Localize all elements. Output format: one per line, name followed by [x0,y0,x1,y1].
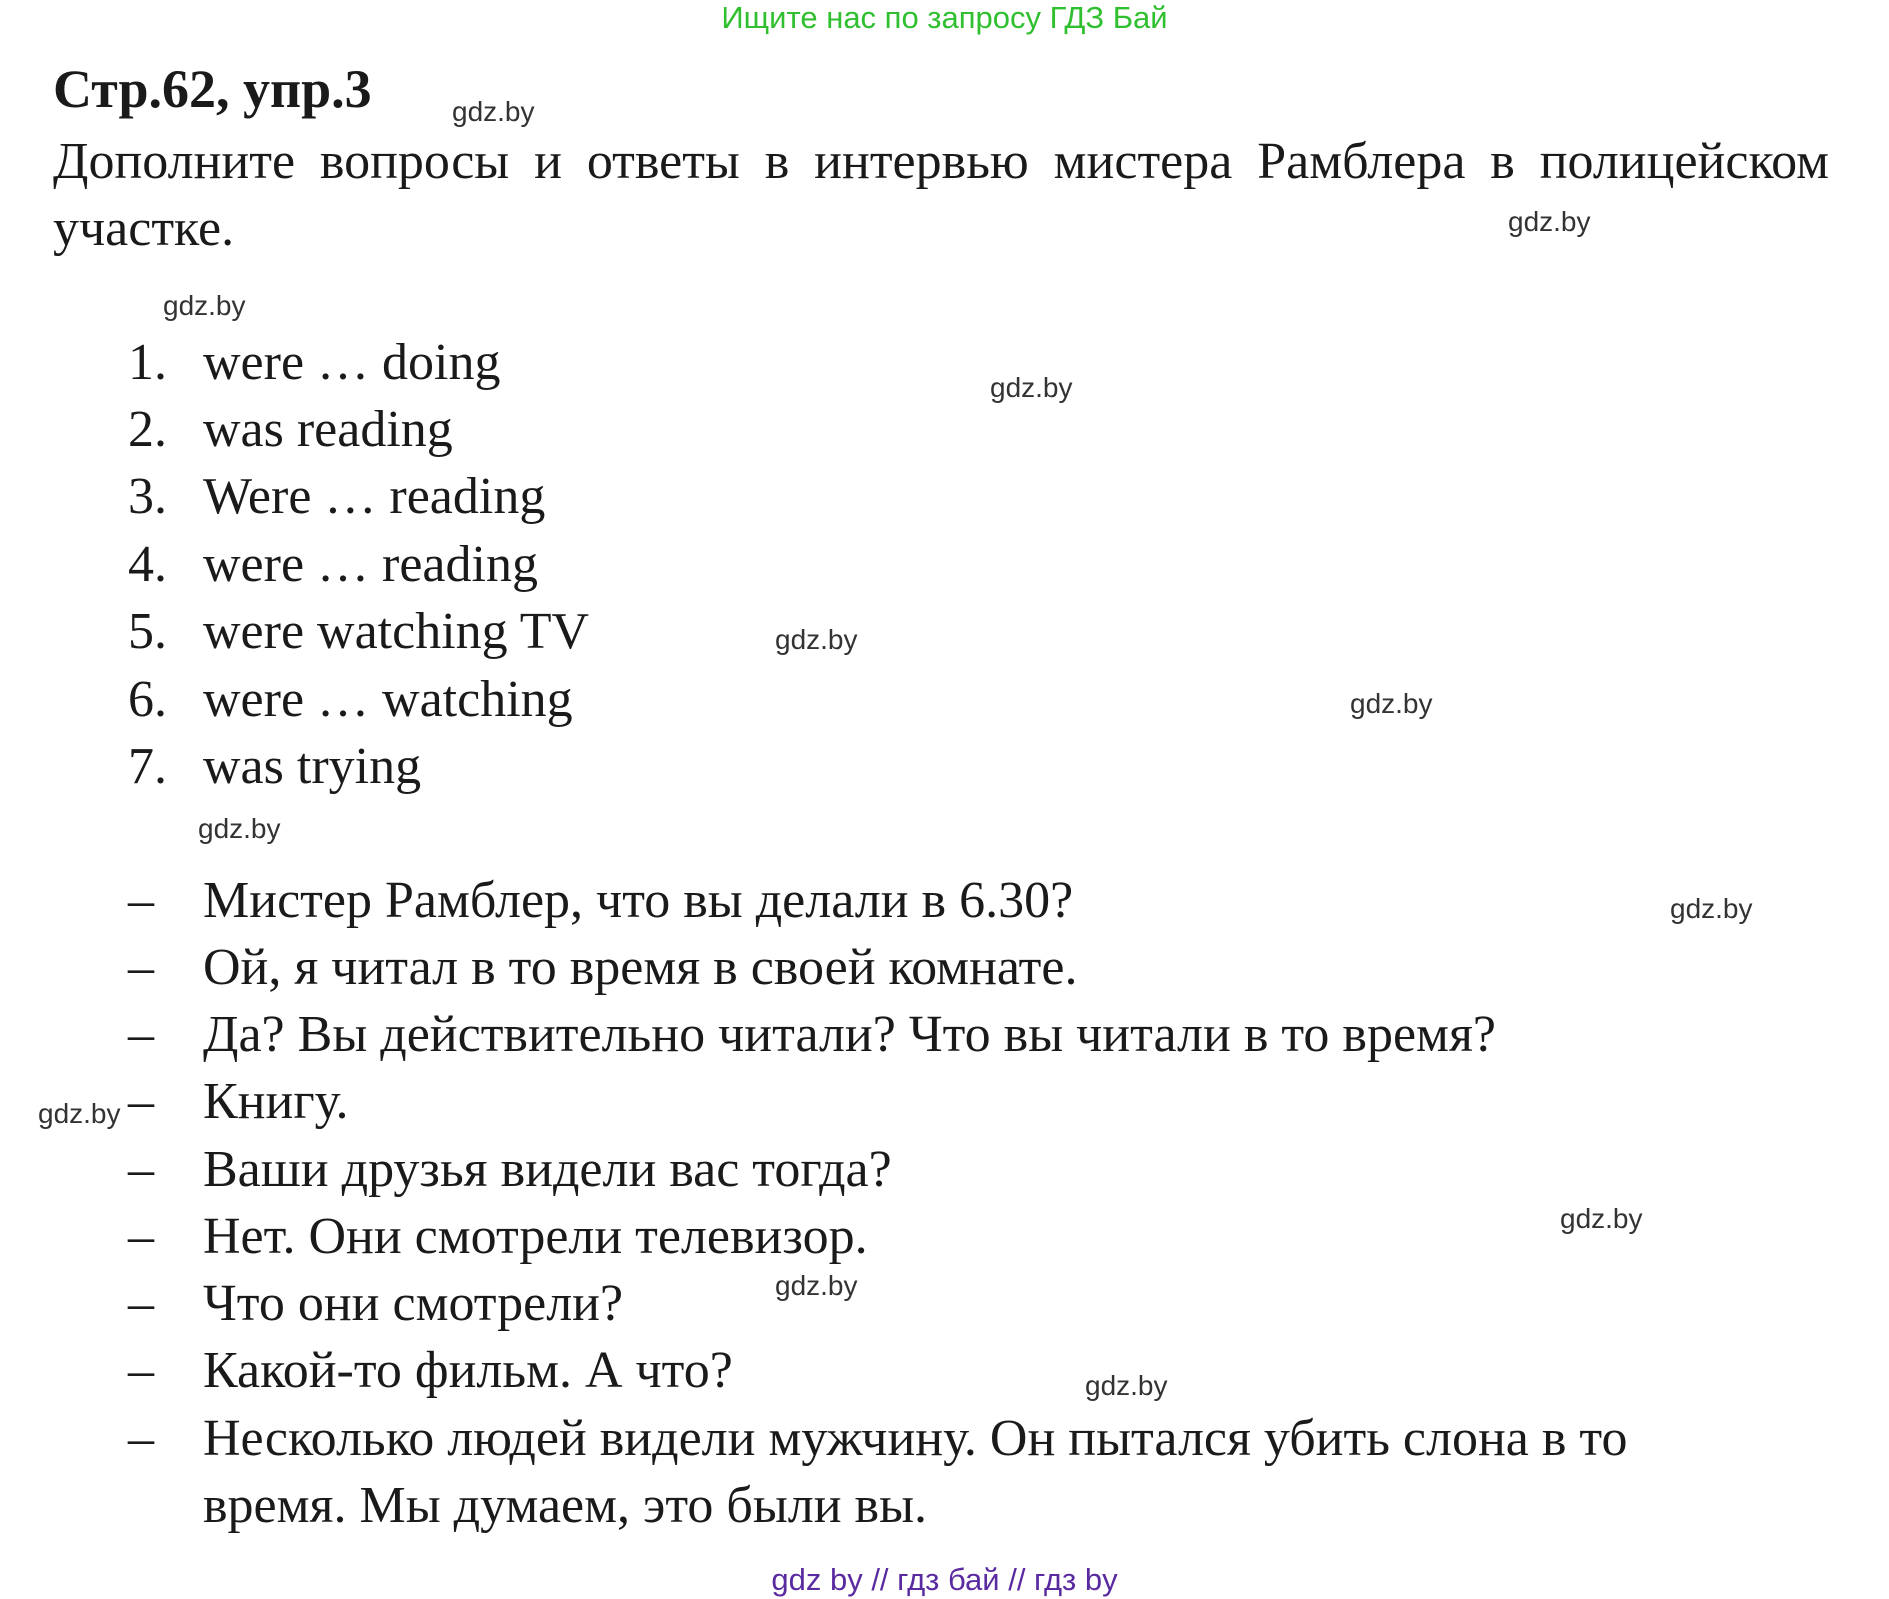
dialogue-text: Ваши друзья видели вас тогда? [203,1141,892,1198]
answer-number: 5. [128,603,167,660]
answer-number: 7. [128,738,167,795]
dialogue-text: Нет. Они смотрели телевизор. [203,1208,868,1265]
dialogue-text: время. Мы думаем, это были вы. [203,1477,928,1534]
footer-links: gdz by // гдз бай // гдз by [771,1562,1118,1597]
dialogue-dash: – [128,872,154,929]
watermark: gdz.by [1560,1203,1643,1234]
dialogue-dash: – [128,939,154,996]
answer-text: were … reading [203,536,538,593]
dialogue-dash: – [128,1208,154,1265]
dialogue-dash: – [128,1141,154,1198]
answer-text: were … watching [203,671,573,728]
dialogue-text: Какой-то фильм. А что? [203,1342,733,1399]
answer-number: 1. [128,334,167,391]
answer-number: 2. [128,401,167,458]
answer-number: 6. [128,671,167,728]
dialogue-text: Что они смотрели? [203,1275,624,1332]
answer-text: were … doing [203,334,501,391]
task-instruction: Дополните вопросы и ответы в интервью мистера Рамблера в полицейском участке. [53,133,1829,257]
dialogue-dash: – [128,1275,154,1332]
dialogue-dash: – [128,1006,154,1063]
answer-text: was reading [203,401,453,458]
answer-text: was trying [203,738,422,795]
watermark: gdz.by [775,624,858,655]
watermark: gdz.by [38,1098,121,1129]
dialogue-dash: – [128,1410,154,1467]
watermark: gdz.by [775,1270,858,1301]
watermark: gdz.by [163,290,246,321]
watermark: gdz.by [990,372,1073,403]
top-banner: Ищите нас по запросу ГДЗ Бай [721,0,1168,35]
watermark: gdz.by [198,813,281,844]
page-title: Стр.62, упр.3 [53,59,372,119]
watermark: gdz.by [1085,1370,1168,1401]
dialogue-dash: – [128,1073,154,1130]
watermark: gdz.by [1670,893,1753,924]
dialogue-text: Ой, я читал в то время в своей комнате. [203,939,1078,996]
dialogue-text: Несколько людей видели мужчину. Он пытался убить слона в то [203,1410,1628,1467]
watermark: gdz.by [1508,206,1591,237]
dialogue-dash: – [128,1342,154,1399]
answer-number: 4. [128,536,167,593]
watermark: gdz.by [1350,688,1433,719]
dialogue-text: Мистер Рамблер, что вы делали в 6.30? [203,872,1074,929]
dialogue-text: Книгу. [203,1073,349,1130]
answer-text: were watching TV [203,603,590,660]
answer-number: 3. [128,468,167,525]
dialogue-text: Да? Вы действительно читали? Что вы читали в то время? [203,1006,1496,1063]
answer-text: Were … reading [203,468,546,525]
watermark: gdz.by [452,96,535,127]
